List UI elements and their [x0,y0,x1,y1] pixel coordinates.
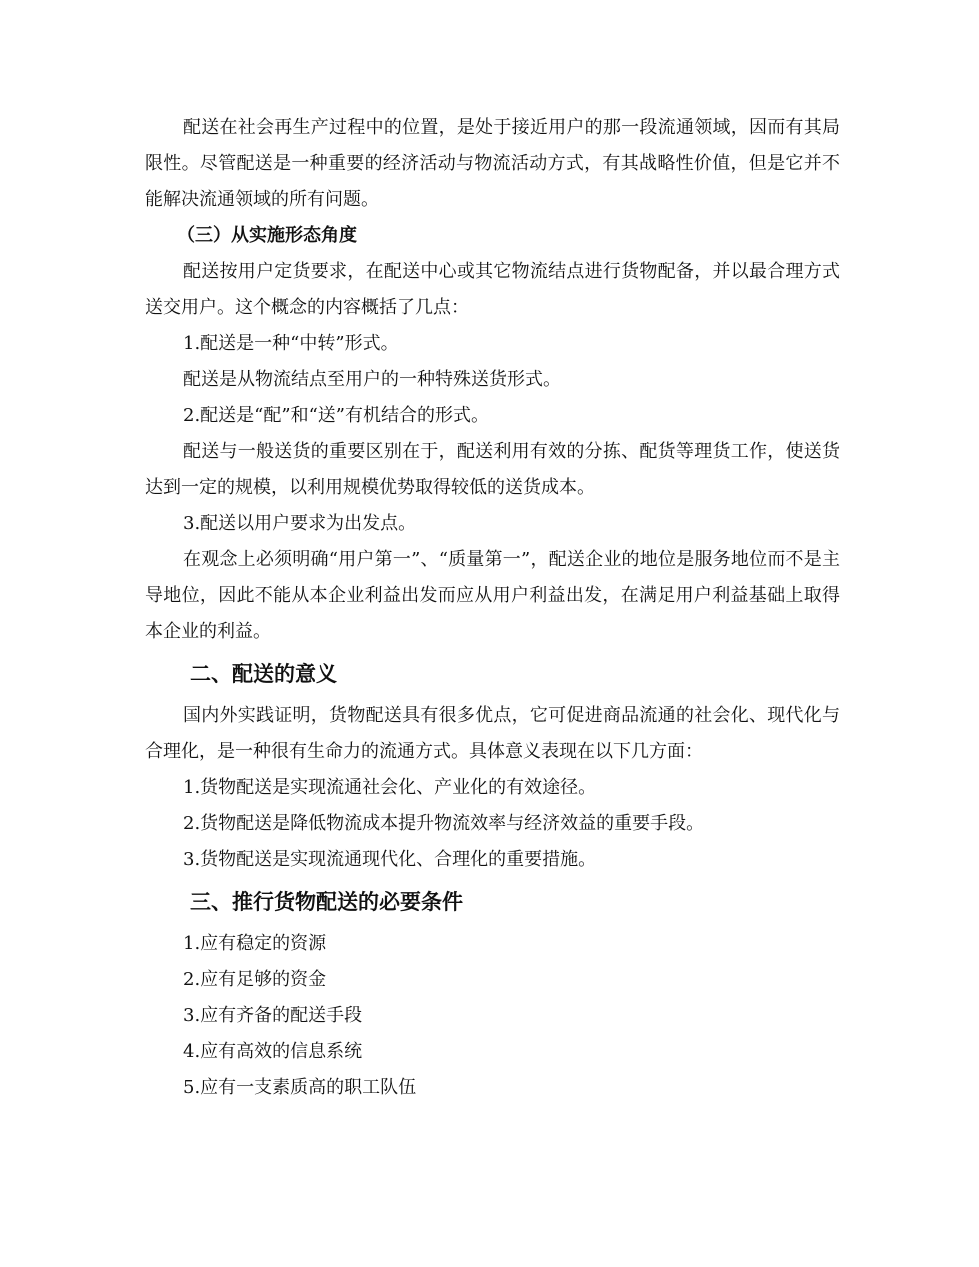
section-heading-conditions: 三、推行货物配送的必要条件 [190,890,463,914]
paragraph-definition: 配送按用户定货要求，在配送中心或其它物流结点进行货物配备，并以最合理方式送交用户。这个概念的内容概括了几点： [145,261,840,318]
paragraph-difference: 配送与一般送货的重要区别在于，配送利用有效的分拣、配货等理货工作，使送货达到一定的规模，以利用规模优势取得较低的送货成本。 [145,441,840,498]
condition-item: 5.应有一支素质高的职工队伍 [183,1077,417,1098]
paragraph-service-concept: 在观念上必须明确“用户第一”、“质量第一”，配送企业的地位是服务地位而不是主导地位，因此不能从本企业利益出发而应从用户利益出发，在满足用户利益基础上取得本企业的利益。 [145,549,840,642]
point-allocation-delivery: 2.配送是“配”和“送”有机结合的形式。 [183,405,489,426]
section-heading-significance: 二、配送的意义 [190,662,337,686]
condition-item: 2.应有足够的资金 [183,969,327,990]
point-user-requirement: 3.配送以用户要求为出发点。 [183,513,417,534]
meaning-item: 2.货物配送是降低物流成本提升物流效率与经济效益的重要手段。 [183,813,705,834]
condition-item: 3.应有齐备的配送手段 [183,1005,363,1026]
meaning-item: 3.货物配送是实现流通现代化、合理化的重要措施。 [183,849,597,870]
paragraph-significance: 国内外实践证明，货物配送具有很多优点，它可促进商品流通的社会化、现代化与合理化，是一种很有生命力的流通方式。具体意义表现在以下几方面： [145,705,840,762]
condition-item: 1.应有稳定的资源 [183,933,327,954]
condition-item: 4.应有高效的信息系统 [183,1041,363,1062]
subheading-implementation-form: （三）从实施形态角度 [177,225,357,246]
document-page [145,110,840,1106]
meaning-item: 1.货物配送是实现流通社会化、产业化的有效途径。 [183,777,597,798]
paragraph-special-delivery: 配送是从物流结点至用户的一种特殊送货形式。 [183,369,561,390]
paragraph-limitation: 配送在社会再生产过程中的位置，是处于接近用户的那一段流通领域，因而有其局限性。尽管配送是一种重要的经济活动与物流活动方式，有其战略性价值，但是它并不能解决流通领域的所有问题。 [145,117,840,210]
point-transfer-form: 1.配送是一种“中转”形式。 [183,333,399,354]
